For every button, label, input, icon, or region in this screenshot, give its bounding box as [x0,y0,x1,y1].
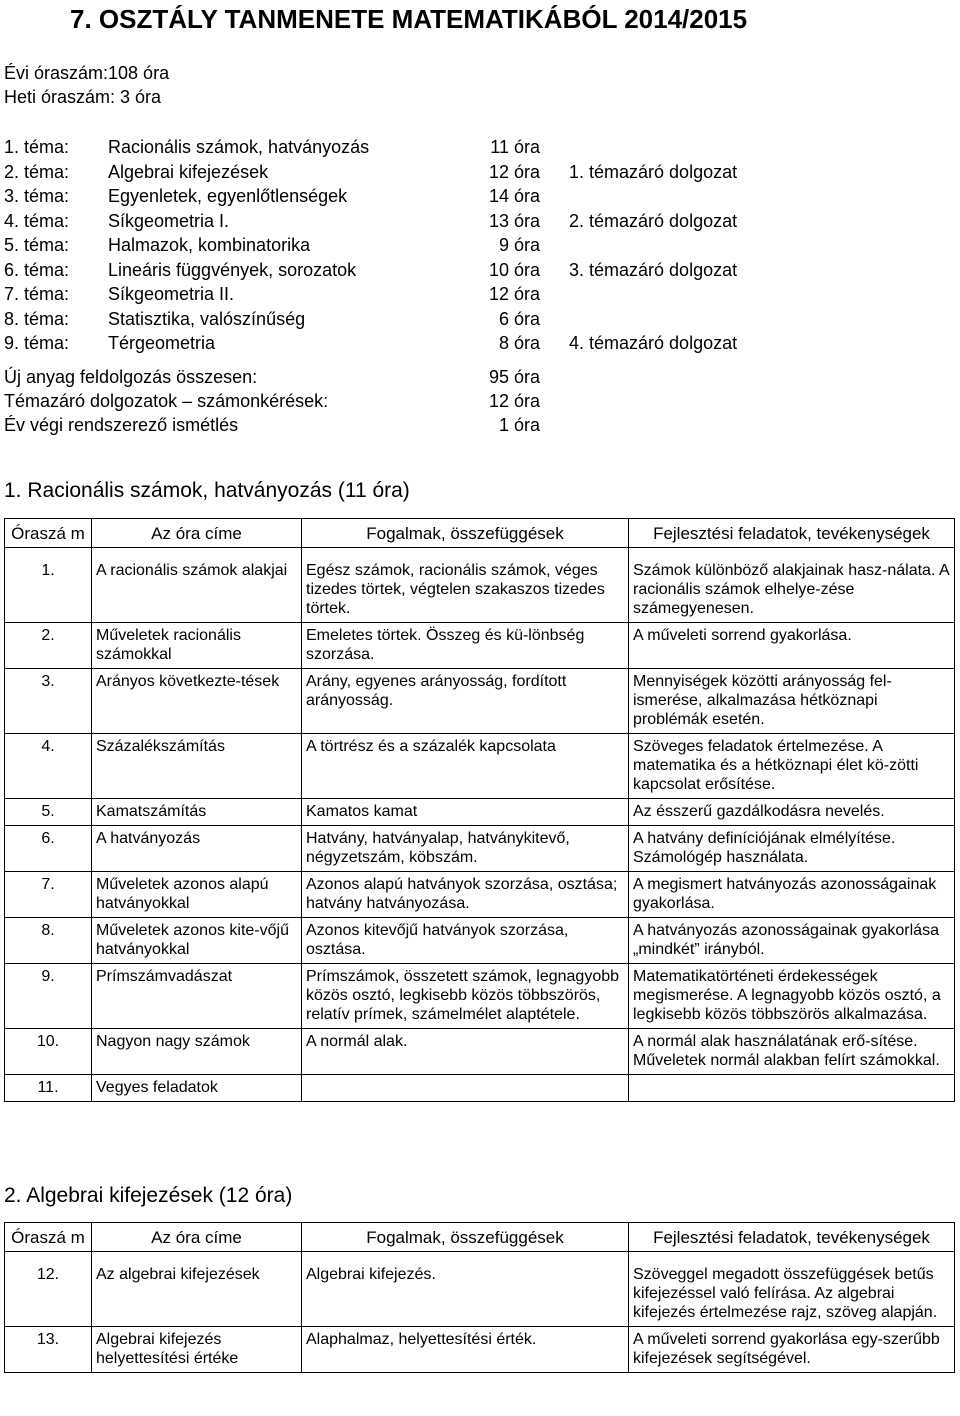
summary-label: Új anyag feldolgozás összesen: [4,367,258,387]
lesson-tasks: Szöveges feladatok értelmezése. A matematika és a hétköznapi élet kö-zötti kapcsolat erősítése. [629,734,955,799]
topic-row [0,186,960,210]
lesson-title: Arányos következte-tések [92,669,302,734]
topic-hours: 13 óra [488,210,540,231]
summary-hours: 95 óra [488,367,540,387]
topic-test: 2. témazáró dolgozat [569,210,738,231]
summary-label: Témazáró dolgozatok – számonkérések: [4,391,329,411]
topic-name: Egyenletek, egyenlőtlenségek [108,186,348,206]
page-title: 7. OSZTÁLY TANMENETE MATEMATIKÁBÓL 2014/2015 [70,4,748,34]
lesson-title: Műveletek azonos alapú hatványokkal [92,872,302,918]
lesson-title: Kamatszámítás [92,799,302,826]
topic-number: 6. téma: [4,259,70,280]
lesson-concepts: Algebrai kifejezés. [302,1262,629,1327]
topic-name: Racionális számok, hatványozás [108,137,370,157]
lesson-title: Százalékszámítás [92,734,302,799]
lesson-number: 6. [5,826,92,872]
lesson-title: A hatványozás [92,826,302,872]
lesson-concepts: Prímszámok, összetett számok, legnagyobb közös osztó, legkisebb közös többszörös, relatív prímek, számelmélet alaptétele. [302,964,629,1029]
lesson-number: 13. [5,1327,92,1373]
topic-number: 4. téma: [4,210,70,231]
topic-hours: 6 óra [498,308,540,329]
topic-row [0,260,960,284]
lesson-number: 5. [5,799,92,826]
summary-label: Év végi rendszerező ismétlés [4,415,239,435]
topic-number: 5. téma: [4,235,70,255]
table-row [5,826,955,872]
lesson-title: Műveletek azonos kite-vőjű hatványokkal [92,918,302,964]
lesson-concepts: Hatvány, hatványalap, hatványkitevő, négyzetszám, köbszám. [302,826,629,872]
topic-name: Lineáris függvények, sorozatok [108,259,357,280]
lesson-concepts: Alaphalmaz, helyettesítési érték. [302,1327,629,1373]
lesson-tasks: Mennyiségek közötti arányosság fel-ismerése, alkalmazása hétköznapi problémák esetén. [629,669,955,734]
col-header-concepts: Fogalmak, összefüggések [302,519,629,548]
topic-row [0,284,960,308]
topic-row [0,309,960,333]
topic-row [0,162,960,186]
col-header-lesson-title: Az óra címe [92,519,302,548]
lesson-tasks: A megismert hatványozás azonosságainak gyakorlása. [629,872,955,918]
lesson-tasks: Szöveggel megadott összefüggések betűs kifejezéssel való felírása. Az algebrai kifejezés értelmezése rajz, szöveg alapján. [629,1262,955,1327]
lesson-title: Az algebrai kifejezések [92,1262,302,1327]
table-row [5,669,955,734]
table-row [5,1075,955,1102]
topic-hours: 8 óra [498,333,540,353]
lesson-tasks: Számok különböző alakjainak hasz-nálata. A racionális számok elhelye-zése számegyenesen. [629,558,955,623]
topic-name: Síkgeometria I. [108,210,230,231]
summary-hours: 1 óra [498,415,540,435]
topic-name: Statisztika, valószínűség [108,308,306,329]
topic-number: 2. téma: [4,161,70,182]
lesson-table-1 [4,518,955,1102]
lesson-title: A racionális számok alakjai [92,558,302,623]
lesson-number: 7. [5,872,92,918]
lesson-concepts [302,1075,629,1102]
topic-number: 8. téma: [4,308,70,329]
topic-test: 1. témazáró dolgozat [569,161,738,182]
table-row [5,623,955,669]
col-header-lesson-title: Az óra címe [92,1223,302,1252]
topic-hours: 11 óra [490,137,540,157]
summary-row [0,391,960,415]
lesson-number: 11. [5,1075,92,1102]
topic-hours: 10 óra [488,259,540,280]
topic-hours: 9 óra [498,235,540,255]
lesson-concepts: A normál alak. [302,1029,629,1075]
yearly-hours: Évi óraszám:108 óra [4,63,170,83]
section-2-title: 2. Algebrai kifejezések (12 óra) [4,1184,293,1207]
lesson-number: 2. [5,623,92,669]
lesson-number: 9. [5,964,92,1029]
lesson-number: 3. [5,669,92,734]
topic-test: 3. témazáró dolgozat [569,259,738,280]
lesson-number: 10. [5,1029,92,1075]
topic-number: 7. téma: [4,284,70,304]
table-row [5,558,955,623]
topic-row [0,333,960,357]
table-row [5,734,955,799]
lesson-title: Prímszámvadászat [92,964,302,1029]
col-header-tasks: Fejlesztési feladatok, tevékenységek [629,1223,955,1252]
lesson-tasks: A műveleti sorrend gyakorlása. [629,623,955,669]
lesson-concepts: Egész számok, racionális számok, véges tizedes törtek, végtelen szakaszos tizedes törtek. [302,558,629,623]
lesson-tasks [629,1075,955,1102]
lesson-title: Algebrai kifejezés helyettesítési értéke [92,1327,302,1373]
topic-test: 4. témazáró dolgozat [569,333,738,353]
topic-row [0,211,960,235]
lesson-concepts: Azonos kitevőjű hatványok szorzása, osztása. [302,918,629,964]
lesson-tasks: A hatványozás azonosságainak gyakorlása „mindkét” irányból. [629,918,955,964]
lesson-concepts: A törtrész és a százalék kapcsolata [302,734,629,799]
topic-hours: 12 óra [488,284,540,304]
topic-row [0,235,960,259]
table-row [5,1327,955,1373]
lesson-number: 8. [5,918,92,964]
topic-hours: 12 óra [488,161,540,182]
lesson-number: 12. [5,1262,92,1327]
topic-row [0,137,960,161]
table-row [5,964,955,1029]
topic-number: 9. téma: [4,333,70,353]
lesson-tasks: Matematikatörténeti érdekességek megismerése. A legnagyobb közös osztó, a legkisebb közös többszörös alkalmazása. [629,964,955,1029]
summary-row [0,415,960,439]
lesson-table-2 [4,1222,955,1373]
topic-name: Síkgeometria II. [108,284,235,304]
table-row [5,1262,955,1327]
lesson-number: 4. [5,734,92,799]
lesson-concepts: Emeletes törtek. Összeg és kü-lönbség szorzása. [302,623,629,669]
topic-hours: 14 óra [488,186,540,206]
col-header-hours: Óraszá m [5,519,92,548]
table-row [5,1029,955,1075]
table-row [5,799,955,826]
section-1-title: 1. Racionális számok, hatványozás (11 óra) [4,479,410,502]
topic-number: 3. téma: [4,186,70,206]
lesson-tasks: A műveleti sorrend gyakorlása egy-szerűbb kifejezések segítségével. [629,1327,955,1373]
table-row [5,918,955,964]
col-header-concepts: Fogalmak, összefüggések [302,1223,629,1252]
lesson-title: Nagyon nagy számok [92,1029,302,1075]
lesson-tasks: A hatvány definíciójának elmélyítése. Számológép használata. [629,826,955,872]
lesson-tasks: Az ésszerű gazdálkodásra nevelés. [629,799,955,826]
lesson-tasks: A normál alak használatának erő-sítése. Műveletek normál alakban felírt számokkal. [629,1029,955,1075]
weekly-hours: Heti óraszám: 3 óra [4,87,162,107]
table-row [5,872,955,918]
lesson-concepts: Kamatos kamat [302,799,629,826]
lesson-concepts: Azonos alapú hatványok szorzása, osztása; hatvány hatványozása. [302,872,629,918]
topic-name: Térgeometria [108,333,216,353]
lesson-title: Vegyes feladatok [92,1075,302,1102]
summary-row [0,367,960,391]
lesson-concepts: Arány, egyenes arányosság, fordított arányosság. [302,669,629,734]
col-header-tasks: Fejlesztési feladatok, tevékenységek [629,519,955,548]
topic-name: Algebrai kifejezések [108,161,269,182]
lesson-title: Műveletek racionális számokkal [92,623,302,669]
col-header-hours: Óraszá m [5,1223,92,1252]
topic-number: 1. téma: [4,137,70,157]
summary-hours: 12 óra [488,391,540,411]
lesson-number: 1. [5,558,92,623]
topic-name: Halmazok, kombinatorika [108,235,311,255]
